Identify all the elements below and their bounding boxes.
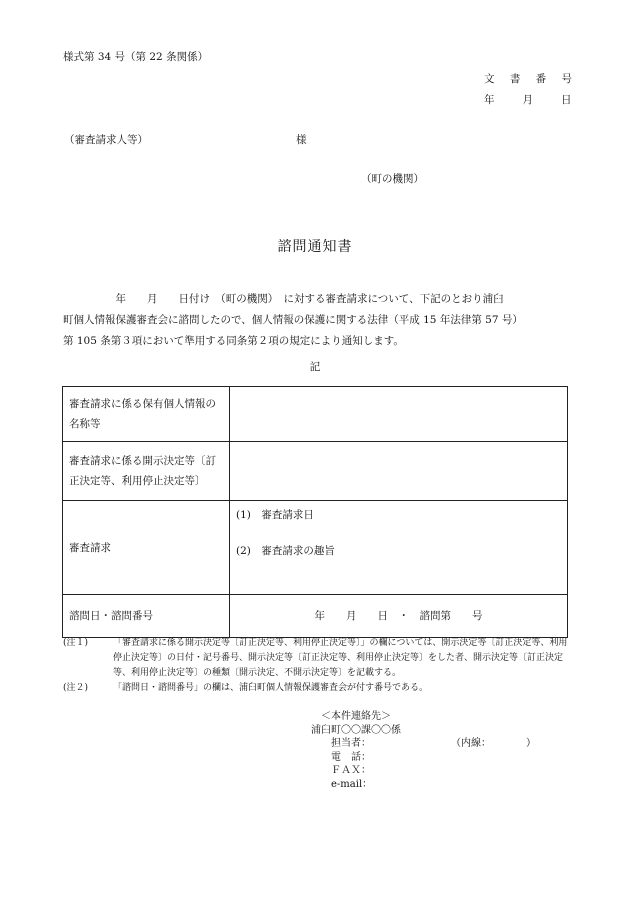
contact-email: e-mail：	[331, 778, 373, 790]
request-purpose-item: (2) 審査請求の趣旨	[236, 545, 335, 557]
note-1	[63, 636, 573, 681]
contact-heading: ＜本件連絡先＞	[321, 711, 391, 722]
request-value	[230, 501, 568, 595]
addressee-label: （審査請求人等）	[64, 134, 148, 146]
contact-department: 浦臼町〇〇課〇〇係	[311, 724, 401, 736]
details-table	[62, 386, 568, 638]
issue-date	[484, 92, 572, 107]
disclosure-decision-label: 審査請求に係る開示決定等〔訂正決定等、利用停止決定等〕	[63, 442, 230, 501]
body-line-3: 第 105 条第３項において準用する同条第２項の規定により通知します。	[63, 335, 404, 347]
date-day-label: 日	[561, 94, 572, 106]
note-2	[63, 681, 573, 696]
request-date-item: (1) 審査請求日	[236, 509, 314, 521]
contact-fax: ＦＡＸ：	[331, 765, 371, 776]
notes	[63, 636, 573, 696]
note-2-text: 「諮問日・諮問番号」の欄は、浦臼町個人情報保護審査会が付す番号である。	[113, 683, 429, 693]
disclosure-decision-value	[230, 442, 568, 501]
table-row	[63, 442, 568, 501]
personal-info-name-value	[230, 387, 568, 442]
date-month-label: 月	[522, 94, 533, 106]
addressee-honorific: 様	[296, 134, 307, 146]
body-line-2: 町個人情報保護審査会に諮問したので、個人情報の保護に関する法律（平成 15 年法律第 57 号）	[63, 314, 523, 326]
table-row	[63, 387, 568, 442]
form-number: 様式第 34 号（第 22 条関係）	[63, 51, 209, 63]
request-label: 審査請求	[63, 501, 230, 595]
table-row	[63, 501, 568, 595]
sender-organ: （町の機関）	[361, 173, 424, 185]
date-year-label: 年	[484, 94, 495, 106]
ki-marker: 記	[309, 361, 321, 373]
personal-info-name-label: 審査請求に係る保有個人情報の名称等	[63, 387, 230, 442]
notice-body	[63, 289, 575, 352]
document-number-label: 文 書 番 号	[484, 73, 579, 85]
inquiry-date-number-label: 諮問日・諮問番号	[63, 595, 230, 638]
contact-block	[311, 710, 536, 791]
table-row	[63, 595, 568, 638]
note-1-text: 「審査請求に係る開示決定等〔訂正決定等、利用停止決定等〕」の欄については、開示決定等〔訂正決定等、利用停止決定等〕の日付・記号番号、開示決定等〔訂正決定等、利用停止決定等〕をした者、開示決定等〔訂正決定等、利用停止決定等〕の種類〔開示決定、不開示決定等〕を記載する。	[113, 638, 568, 678]
page-title: 諮問通知書	[277, 239, 353, 255]
note-1-tag: (注１)	[63, 638, 89, 648]
note-2-tag: (注２)	[63, 683, 89, 693]
contact-phone: 電 話：	[331, 751, 371, 763]
inquiry-date-number-value: 年 月 日 ・ 諮問第 号	[230, 595, 568, 638]
body-line-1: 年 月 日付け （町の機関） に対する審査請求について、下記のとおり浦臼	[63, 293, 504, 305]
contact-person: 担当者： （内線： ）	[331, 738, 536, 749]
